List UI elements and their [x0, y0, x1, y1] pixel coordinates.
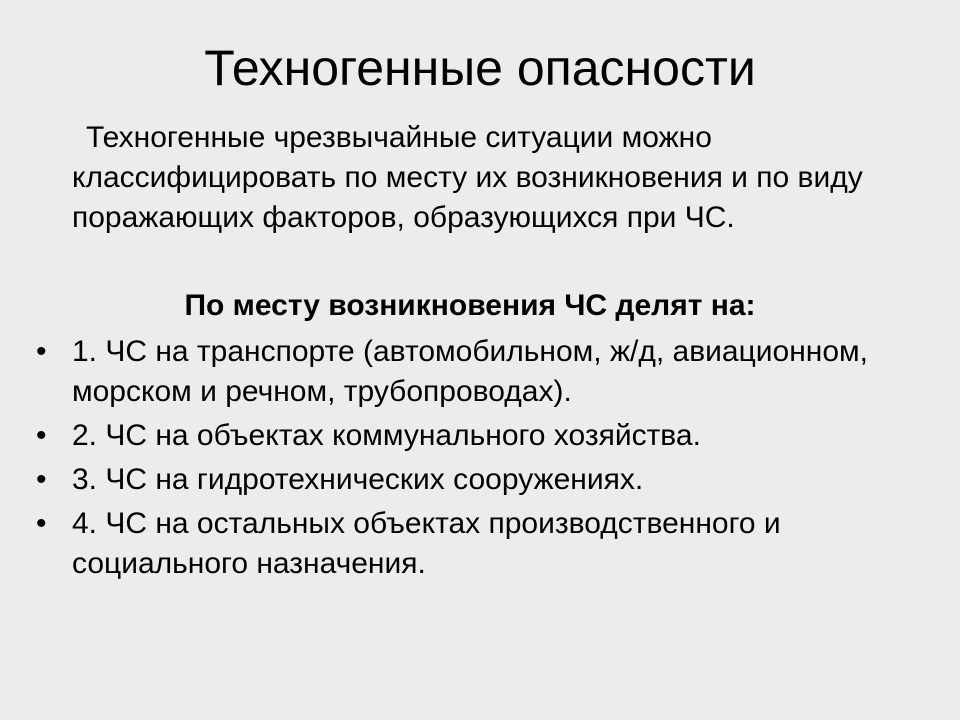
- bullet-icon: •: [36, 335, 47, 368]
- list-item-text: 2. ЧС на объектах коммунального хозяйства.: [72, 419, 701, 452]
- list-item: [0, 332, 940, 412]
- slide-title: Техногенные опасности: [204, 40, 756, 96]
- list-item: [0, 416, 940, 456]
- subheading: По месту возникновения ЧС делят на:: [184, 289, 756, 322]
- list-item-text: 4. ЧС на остальных объектах производственного и социального назначения.: [72, 507, 781, 580]
- intro-paragraph: Техногенные чрезвычайные ситуации можно классифицировать по месту их возникновения и по виду поражающих факторов, образующихся при ЧС.: [72, 121, 863, 234]
- bullet-icon: •: [36, 419, 47, 452]
- list-item-text: 3. ЧС на гидротехнических сооружениях.: [72, 463, 644, 496]
- list-item: [0, 460, 940, 500]
- classification-list: [0, 332, 940, 588]
- bullet-icon: •: [36, 463, 47, 496]
- bullet-icon: •: [36, 507, 47, 540]
- list-item-text: 1. ЧС на транспорте (автомобильном, ж/д, авиационном, морском и речном, трубопроводах).: [72, 335, 869, 408]
- list-item: [0, 504, 940, 584]
